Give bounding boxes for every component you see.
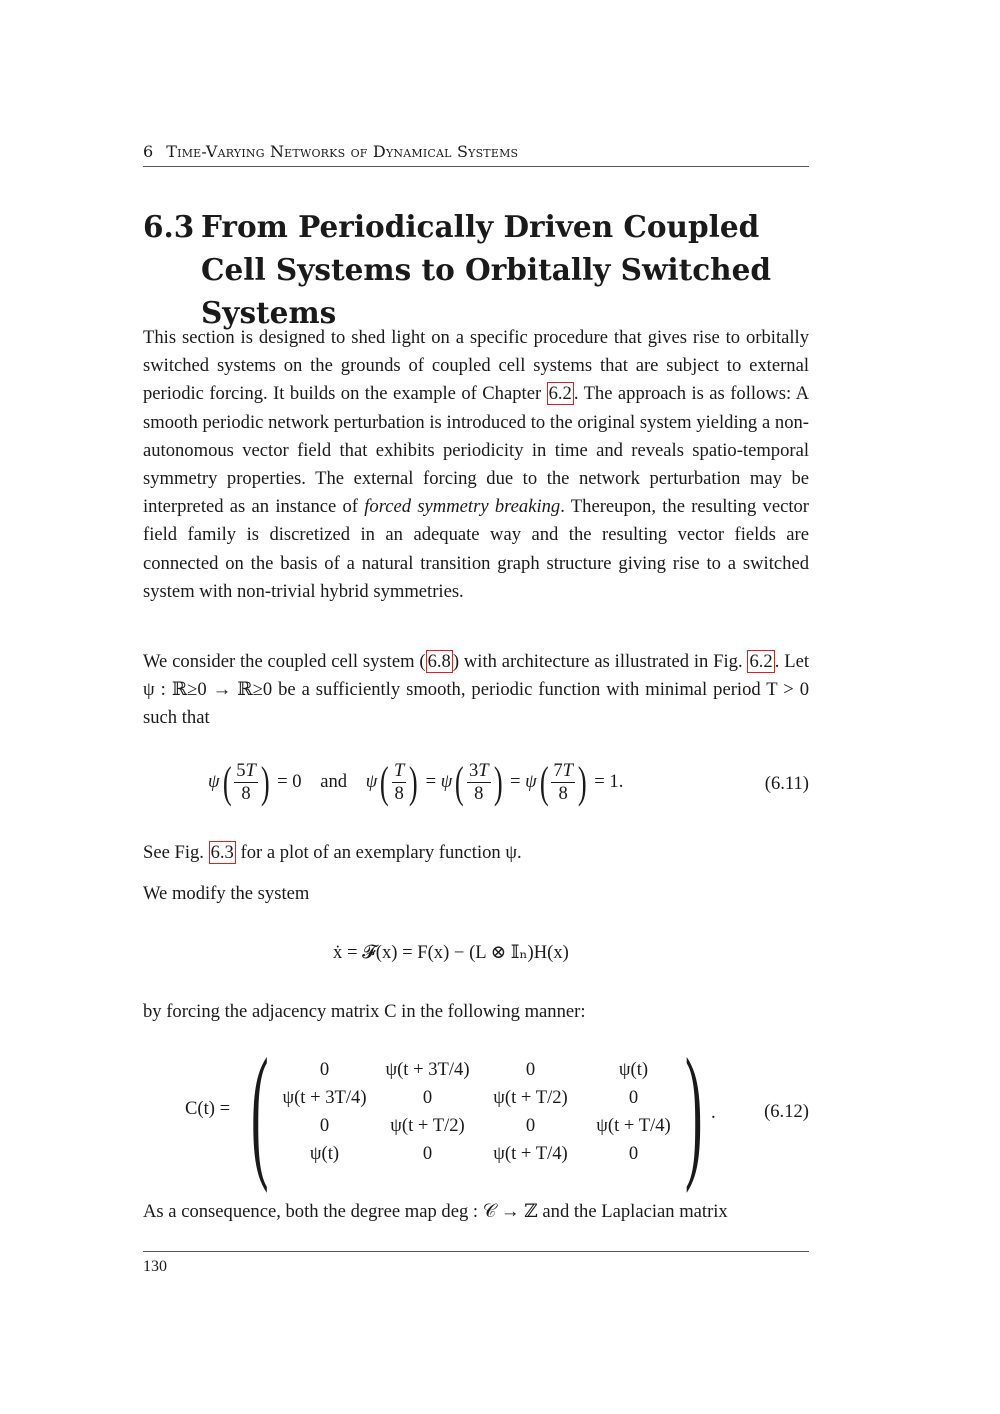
section-heading	[143, 205, 809, 334]
matrix-cell: 0	[628, 1087, 639, 1108]
matrix-cell: ψ(t + 3T/4)	[282, 1087, 367, 1108]
matrix-cell: 0	[525, 1059, 536, 1080]
matrix-cell: 0	[422, 1143, 433, 1164]
paragraph-text: We modify the system	[143, 883, 310, 904]
matrix-cell: ψ(t + 3T/4)	[385, 1059, 470, 1080]
matrix-cell: ψ(t + T/2)	[390, 1115, 465, 1136]
paragraph-text: by forcing the adjacency matrix C in the following manner:	[143, 1001, 586, 1022]
equation-reference-link[interactable]: 6.8	[427, 651, 451, 672]
paragraph-forcing	[143, 998, 809, 1026]
paragraph-text: ) with architecture as illustrated in Fig.	[452, 651, 748, 672]
paragraph-modify	[143, 880, 809, 908]
paragraph-text: We consider the coupled cell system (	[143, 651, 426, 672]
matrix-left-paren: (	[251, 1028, 269, 1194]
paragraph-intro	[143, 324, 809, 606]
paragraph-text: This section is designed to shed light on a specific procedure that gives rise to orbitally switched systems on the grounds of coupled cell systems that are subject to external periodic forcing. It builds on the example of Chapter	[143, 327, 809, 405]
equation-6-12	[143, 1028, 809, 1194]
matrix-row	[273, 1112, 685, 1140]
section-number: 6.3	[143, 209, 195, 244]
matrix-period: .	[711, 1102, 716, 1123]
paragraph-text: As a consequence, both the degree map deg : 𝒞 → ℤ and the Laplacian matrix	[143, 1201, 728, 1222]
equation-6-11: ψ( $\frac{5T}{8}$ ) = 0 and ψ( $\frac{T}{8}$ ) = ψ( $\frac{3T}{8}$ ) = ψ( $\frac{7T}{8}$ ) = 1.	[208, 757, 624, 807]
paragraph-text: . Let ψ : ℝ≥0 → ℝ≥0 be a sufficiently smooth, periodic function with minimal period T > 0 such that	[143, 651, 809, 729]
running-header	[143, 142, 809, 167]
matrix-lhs: C(t) =	[185, 1098, 231, 1119]
paragraph-text: See Fig.	[143, 842, 209, 863]
chapter-reference-link[interactable]: 6.2	[548, 383, 572, 405]
matrix	[273, 1056, 685, 1168]
paragraph-consequence	[143, 1198, 809, 1226]
paragraph-text: . Thereupon, the resulting vector field family is discretized in an adequate way and the resulting vector fields are connected on the basis of a natural transition graph structure giving rise to a switched system with non-trivial hybrid symmetries.	[143, 496, 809, 602]
equation-number-6-12: (6.12)	[764, 1101, 809, 1122]
paragraph-see-fig	[143, 839, 809, 867]
matrix-row	[273, 1056, 685, 1084]
matrix-cell: 0	[422, 1087, 433, 1108]
page-number: 130	[143, 1258, 167, 1275]
paragraph-coupled-cell	[143, 648, 809, 733]
matrix-row	[273, 1084, 685, 1112]
paragraph-text: . The approach is as follows: A smooth periodic network perturbation is introduced to the original system yielding a non-autonomous vector field that exhibits periodicity in time and reveals spatio-temporal symmetry properties. The external forcing due to the network perturbation may be interpreted as an instance of	[143, 383, 809, 518]
matrix-cell: 0	[525, 1115, 536, 1136]
matrix-cell: ψ(t)	[618, 1059, 649, 1080]
matrix-row	[273, 1140, 685, 1168]
figure-reference-link[interactable]: 6.3	[210, 842, 234, 863]
equation-connector: and	[320, 771, 348, 793]
matrix-right-paren: )	[685, 1028, 703, 1194]
section-title: From Periodically Driven Coupled Cell Systems to Orbitally Switched Systems	[201, 209, 772, 330]
equation-system: ẋ = 𝓕(x) = F(x) − (L ⊗ 𝕀ₙ)H(x)	[333, 942, 569, 963]
paragraph-text: for a plot of an exemplary function ψ.	[235, 842, 522, 863]
chapter-number: 6	[143, 142, 154, 161]
equation-number-6-11: (6.11)	[764, 773, 809, 794]
emphasis-text: forced symmetry breaking	[364, 496, 561, 518]
matrix-cell: ψ(t + T/4)	[493, 1143, 568, 1164]
figure-reference-link[interactable]: 6.2	[749, 651, 773, 672]
chapter-title: Time-Varying Networks of Dynamical Systems	[166, 142, 519, 161]
matrix-cell: ψ(t)	[309, 1143, 340, 1164]
footer-rule	[143, 1251, 809, 1252]
matrix-cell: 0	[319, 1059, 330, 1080]
matrix-cell: ψ(t + T/2)	[493, 1087, 568, 1108]
matrix-cell: 0	[319, 1115, 330, 1136]
matrix-cell: 0	[628, 1143, 639, 1164]
matrix-cell: ψ(t + T/4)	[596, 1115, 671, 1136]
